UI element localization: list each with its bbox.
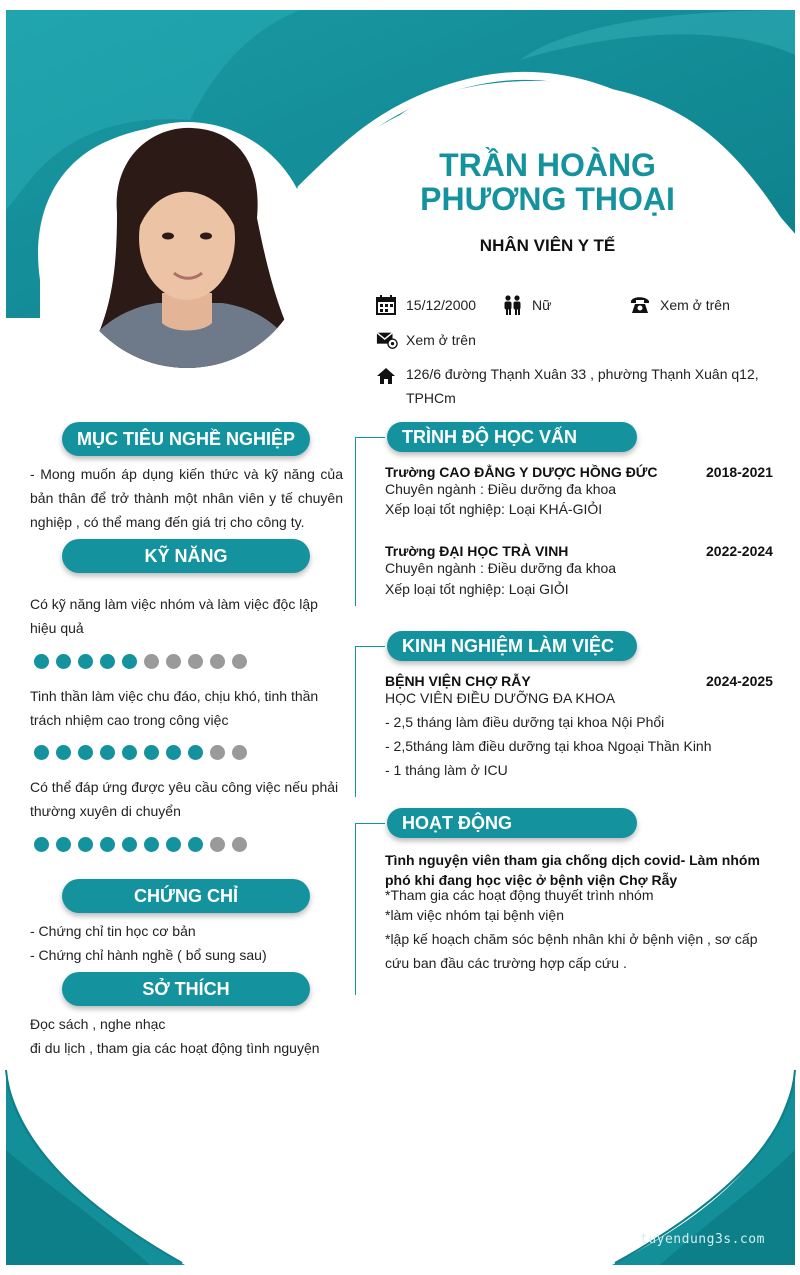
rating-dot-filled [56,745,71,760]
hobby-item: đi du lịch , tham gia các hoạt động tình nguyện [30,1040,320,1056]
activities-connector [355,823,385,824]
education-2-major: Chuyên ngành : Điều dưỡng đa khoa [385,560,617,576]
skill-1-line-1: Có kỹ năng làm việc nhóm và làm việc độc lập [30,596,318,612]
education-1-years: 2018-2021 [706,464,773,480]
career-goal-line-3: nghiệp , có thể mang đến giá trị cho công ty. [30,514,305,530]
activity-item: cứu ban đầu các trường hợp cấp cứu . [385,955,627,971]
education-1-major: Chuyên ngành : Điều dưỡng đa khoa [385,481,617,497]
experience-years: 2024-2025 [706,673,773,689]
rating-dot-filled [34,654,49,669]
gender-value: Nữ [532,297,552,313]
rating-dot-filled [122,837,137,852]
certificate-item: - Chứng chỉ tin học cơ bản [30,923,196,939]
rating-dot-filled [166,745,181,760]
email-icon [376,330,398,350]
activity-item: *Tham gia các hoạt động thuyết trình nhóm [385,887,654,903]
skill-2-line-2: trách nhiệm cao trong công việc [30,712,229,728]
rating-dot-filled [188,837,203,852]
job-title: NHÂN VIÊN Y TẾ [479,236,616,255]
certificates-heading: CHỨNG CHỈ [62,879,310,913]
education-1-school: Trường CAO ĐẲNG Y DƯỢC HỒNG ĐỨC [385,464,658,480]
duty-item: - 2,5tháng làm điều dưỡng tại khoa Ngoại Thần Kinh [385,738,712,754]
skill-1-line-2: hiệu quả [30,620,84,636]
rating-dot-filled [100,745,115,760]
name-line-1: TRẦN HOÀNG [439,147,656,183]
name-line-2: PHƯƠNG THOẠI [420,181,675,217]
activities-heading: HOẠT ĐỘNG [387,808,637,838]
gender-row [502,295,551,315]
hobbies-heading: SỞ THÍCH [62,972,310,1006]
full-name [395,148,700,216]
rating-dot-filled [56,654,71,669]
rating-dot-filled [144,837,159,852]
address-row [376,365,759,410]
rating-dot-empty [232,837,247,852]
experience-heading: KINH NGHIỆM LÀM VIỆC [387,631,637,661]
certificate-item: - Chứng chỉ hành nghề ( bổ sung sau) [30,947,267,963]
education-2-years: 2022-2024 [706,543,773,559]
address-line-2: TPHCm [406,390,456,406]
phone-icon [630,295,652,315]
rating-dot-empty [144,654,159,669]
career-goal-text [30,462,343,534]
education-heading: TRÌNH ĐỘ HỌC VẤN [387,422,637,452]
profile-photo [62,118,312,378]
education-timeline-line [355,437,356,606]
activities-title-line-2: phó khi đang học việc ở bệnh viện Chợ Rẫy [385,872,678,888]
rating-dot-filled [56,837,71,852]
activity-item: *lập kế hoạch chăm sóc bệnh nhân khi ở bệnh viện , sơ cấp [385,931,758,947]
duty-item: - 2,5 tháng làm điều dưỡng tại khoa Nội Phổi [385,714,665,730]
rating-dot-filled [100,837,115,852]
rating-dot-filled [122,745,137,760]
rating-dot-filled [34,745,49,760]
duty-item: - 1 tháng làm ở ICU [385,762,508,778]
activities-timeline-line [355,823,356,995]
education-1-rank: Xếp loại tốt nghiệp: Loại KHÁ-GIỎI [385,501,603,517]
activities-title-line-1: Tình nguyện viên tham gia chống dịch covid- Làm nhóm [385,852,760,868]
rating-dot-filled [122,654,137,669]
rating-dot-filled [78,837,93,852]
certificates-list [30,919,267,967]
skill-2-rating [34,745,247,760]
skill-item-1 [30,592,350,640]
activities-list [385,887,757,975]
calendar-icon [376,295,398,315]
rating-dot-empty [210,837,225,852]
address-line-1: 126/6 đường Thạnh Xuân 33 , phường Thạnh Xuân q12, [406,366,759,382]
rating-dot-filled [78,654,93,669]
skill-1-rating [34,654,247,669]
rating-dot-empty [232,745,247,760]
rating-dot-filled [188,745,203,760]
people-icon [502,295,524,315]
rating-dot-filled [166,837,181,852]
hobby-item: Đọc sách , nghe nhạc [30,1016,166,1032]
watermark: tuyendung3s.com [640,1232,765,1247]
experience-position: HỌC VIÊN ĐIỀU DƯỠNG ĐA KHOA [385,690,616,706]
rating-dot-filled [78,745,93,760]
email-value: Xem ở trên [406,332,476,348]
education-connector [355,437,385,438]
birthdate-row [376,295,476,315]
phone-value: Xem ở trên [660,297,730,313]
home-icon [376,366,398,386]
rating-dot-empty [210,654,225,669]
rating-dot-empty [188,654,203,669]
skill-3-line-2: thường xuyên di chuyển [30,803,181,819]
skill-item-2 [30,684,350,732]
birthdate-value: 15/12/2000 [406,297,477,313]
education-2-rank: Xếp loại tốt nghiệp: Loại GIỎI [385,581,569,597]
rating-dot-empty [232,654,247,669]
rating-dot-filled [144,745,159,760]
experience-timeline-line [355,646,356,797]
skill-item-3 [30,775,350,823]
hobbies-list [30,1012,320,1060]
skills-heading: KỸ NĂNG [62,539,310,573]
email-row [376,330,476,350]
skill-3-line-1: Có thể đáp ứng được yêu cầu công việc nếu phải [30,779,339,795]
experience-company: BỆNH VIỆN CHỢ RẪY [385,673,531,689]
experience-duties [385,710,712,782]
career-goal-line-2: bản thân để trở thành một nhân viên y tế chuyên [30,490,343,506]
activities-title [385,850,760,890]
career-goal-heading: MỤC TIÊU NGHỀ NGHIỆP [62,422,310,456]
phone-row [630,295,730,315]
skill-3-rating [34,837,247,852]
rating-dot-filled [100,654,115,669]
rating-dot-filled [34,837,49,852]
rating-dot-empty [210,745,225,760]
education-2-school: Trường ĐẠI HỌC TRÀ VINH [385,543,569,559]
skill-2-line-1: Tinh thần làm việc chu đáo, chịu khó, tinh thần [30,688,319,704]
experience-connector [355,646,385,647]
activity-item: *làm việc nhóm tại bệnh viện [385,907,564,923]
rating-dot-empty [166,654,181,669]
career-goal-line-1: - Mong muốn áp dụng kiến thức và kỹ năng của [30,466,343,482]
